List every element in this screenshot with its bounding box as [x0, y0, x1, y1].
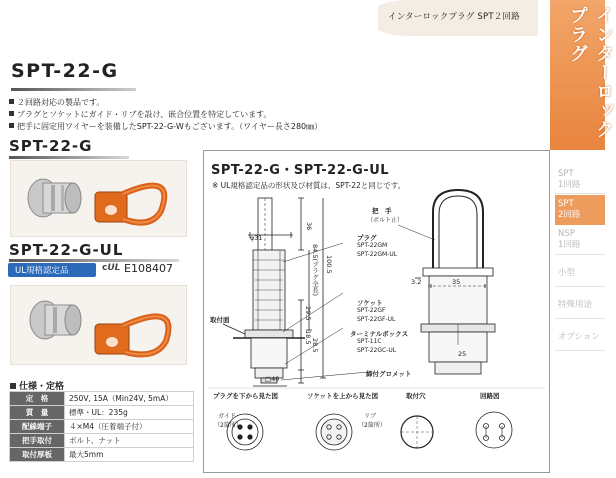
- label-plug-model-1: SPT-22GM: [357, 242, 388, 249]
- side-nav-label: SPT: [558, 169, 574, 179]
- side-nav-special[interactable]: [555, 296, 605, 315]
- ul-certified-badge: UL規格認定品: [8, 263, 96, 277]
- side-nav-sublabel: 1回路: [558, 240, 581, 250]
- label-rib: リブ: [364, 413, 377, 420]
- label-socket: ソケット: [357, 299, 383, 307]
- dim-25: 25: [458, 350, 467, 358]
- dim-18-5: 18.5: [304, 330, 312, 345]
- label-terminal-box: ターミナルボックス: [350, 330, 409, 338]
- dim-d31: φ31: [250, 234, 263, 242]
- feature-item: プラグとソケットにガイド・リブを設け、嵌合位置を特定しています。: [9, 109, 271, 120]
- label-view-hole: 取付穴: [406, 392, 426, 400]
- table-row: 配線端子 ４×M4（圧着端子付）: [10, 420, 194, 434]
- spec-heading: 仕様・定格: [10, 379, 64, 392]
- side-nav-sublabel: 2回路: [558, 210, 581, 220]
- label-view-plug: プラグを下から見た図: [213, 392, 278, 400]
- side-nav-spt1[interactable]: [555, 165, 605, 195]
- product-photo-standard: [10, 160, 187, 237]
- label-plug: プラグ: [357, 234, 377, 242]
- product-photo-ul: [10, 285, 187, 365]
- side-nav-option[interactable]: [555, 328, 605, 347]
- dim-40: □40: [265, 375, 280, 383]
- table-row: 定 格 250V, 15A（Min24V, 5mA）: [10, 392, 194, 406]
- ul-file-number: E108407: [124, 262, 173, 275]
- section-underline: [9, 156, 129, 159]
- table-row: 取付厚板 最大5mm: [10, 448, 194, 462]
- label-terminal-model-2: SPT-22GC-UL: [357, 347, 397, 354]
- dim-28-5: 28.5: [311, 338, 319, 353]
- dim-3-2: 3.2: [411, 278, 422, 286]
- title-underline: [11, 88, 136, 91]
- label-view-circuit: 回路図: [480, 392, 500, 400]
- dim-84-5: 84.5(プラグ全長): [311, 244, 319, 297]
- label-socket-model-1: SPT-22GF: [357, 307, 386, 314]
- spec-table: [9, 391, 194, 462]
- table-row: 把手取付 ボルト、ナット: [10, 434, 194, 448]
- dim-36: 36: [305, 222, 313, 231]
- section-title-ul: SPT-22-G-UL: [9, 241, 124, 259]
- dim-100-5: 100.5: [325, 255, 333, 274]
- drawing-title: SPT-22-G・SPT-22-G-UL: [211, 163, 390, 178]
- side-tab-label: インターロックプラグ: [567, 6, 614, 139]
- label-handle: 把 手: [372, 207, 392, 215]
- dim-29-5: 29.5: [304, 306, 312, 321]
- label-rib-sub: （2箇所）: [358, 422, 386, 429]
- side-nav-label: オプション: [558, 332, 600, 342]
- table-row: 質 量 標準・UL：235g: [10, 406, 194, 420]
- feature-item: ２回路対応の製品です。: [9, 97, 104, 108]
- label-guide: ガイド: [218, 413, 236, 420]
- label-grommet: 締付グロメット: [366, 370, 412, 378]
- section-title-standard: SPT-22-G: [9, 137, 93, 155]
- label-terminal-model-1: SPT-11C: [357, 338, 382, 345]
- label-socket-model-2: SPT-22GF-UL: [357, 316, 396, 323]
- side-nav-spt2[interactable]: [555, 195, 605, 225]
- ul-mark-icon: ᴄ𝙐𝙇: [102, 263, 121, 273]
- side-nav-label: SPT: [558, 199, 574, 209]
- side-nav-label: NSP: [558, 229, 575, 239]
- label-guide-sub: （2箇所）: [214, 422, 242, 429]
- side-nav-sublabel: 1回路: [558, 180, 581, 190]
- side-nav-label: 特殊用途: [558, 300, 593, 310]
- side-nav-small[interactable]: [555, 264, 605, 283]
- label-plug-model-2: SPT-22GM-UL: [357, 251, 398, 258]
- breadcrumb: インターロックプラグ SPT２回路: [388, 12, 520, 22]
- side-nav-nsp[interactable]: [555, 225, 605, 255]
- drawing-note: ※ UL規格認定品の形状及び材質は、SPT-22と同じです。: [212, 181, 406, 190]
- dim-35: 35: [452, 278, 461, 286]
- label-handle-sub: （ボルト止）: [367, 217, 404, 224]
- label-mount-face: 取付面: [210, 316, 230, 324]
- side-tab[interactable]: [550, 0, 614, 150]
- page-title: SPT-22-G: [11, 60, 119, 82]
- feature-item: 把手に固定用ワイヤーを装備したSPT-22-G-Wもございます。（ワイヤー長さ280㎜）: [9, 121, 322, 132]
- side-nav-label: 小型: [558, 268, 576, 278]
- label-view-socket: ソケットを上から見た図: [307, 392, 379, 400]
